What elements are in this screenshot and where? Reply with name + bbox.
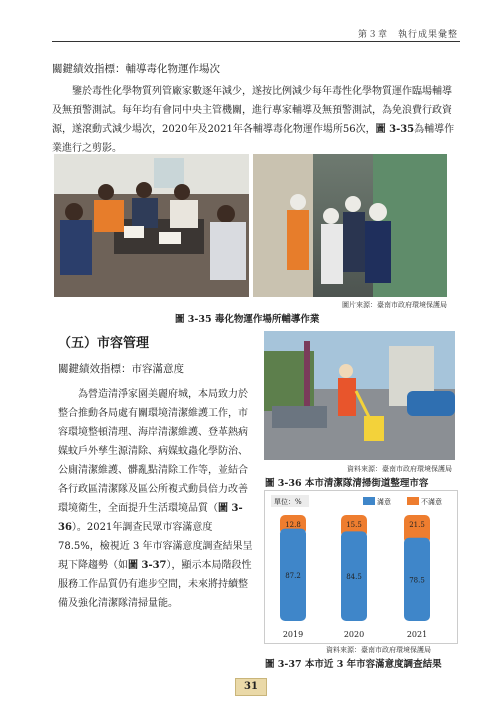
site-inspection-photo: [253, 154, 447, 297]
legend-swatch-1: [407, 497, 419, 505]
kpi-city: 關鍵績效指標：市容滿意度: [58, 363, 184, 375]
x-label-2019: 2019: [282, 630, 304, 639]
caption-337: 圖 3-37 本市近 3 年市容滿意度調查結果: [265, 659, 442, 670]
chart-bars: [280, 515, 430, 621]
legend-label-1: 不滿意: [421, 498, 442, 506]
street-photo-source: 資料來源：臺南市政府環境保護局: [347, 465, 452, 473]
toxic-paragraph-tail: 為輔導作業進行之剪影。: [52, 124, 455, 154]
label-satisfied-2021: 78.5: [409, 576, 425, 585]
street-photo-art: [264, 331, 455, 460]
x-label-2021: 2021: [406, 630, 428, 639]
city-paragraph-c: ），顯示本局階段性服務工作品質仍有進步空間，未來將持續整備及強化清潔隊清掃量能。: [58, 560, 252, 609]
city-paragraph-b: ）。2021年調查民眾市容滿意度78.5%，檢視近 3 年市容滿意度調查結果呈現下降趨勢（如: [58, 522, 253, 571]
city-paragraph: [58, 385, 254, 613]
toxic-paragraph-text: 鑒於毒性化學物質列管廠家數逐年減少，遂按比例減少每年毒性化學物質運作臨場輔導及無預警測試。每年均有會同中央主管機關，進行專家輔導及無預警測試，為免浪費行政資源，遂滾動式減少場次，2020年及2021年各輔導毒化物運作場所56次，: [52, 86, 452, 135]
satisfaction-chart: [264, 490, 458, 644]
label-satisfied-2020: 84.5: [346, 573, 362, 582]
unit-label: 單位：%: [274, 498, 302, 506]
chart-x-labels: [283, 630, 427, 639]
header-divider: [52, 41, 460, 42]
satisfaction-chart-svg: [265, 491, 457, 643]
section-heading-city: （五）市容管理: [58, 336, 150, 351]
legend-swatch-0: [363, 497, 375, 505]
fig-ref-337: 圖 3-37: [128, 560, 167, 571]
x-label-2020: 2020: [343, 630, 365, 639]
label-dissatisfied-2021: 21.5: [409, 521, 425, 529]
chart-legend: [363, 497, 442, 506]
caption-335: 圖 3-35 毒化物運作場所輔導作業: [175, 314, 320, 325]
toxic-paragraph: [52, 82, 457, 158]
label-dissatisfied-2020: 15.5: [346, 521, 362, 529]
chapter-header: 第３章 執行成果彙整: [357, 30, 458, 40]
toxic-photo-source: 圖片來源：臺南市政府環境保護局: [342, 301, 447, 309]
city-paragraph-a: 為營造清淨家園美麗府城，本局致力於整合推動各局處有關環境清潔維護工作，市容環境整頓清理、海岸清潔維護、登革熱病媒蚊戶外孳生源清除、病媒蚊蟲化學防治、公廁清潔維護、髒亂點清除工作等，並結合各行政區清潔隊及區公所複式動員倍力改善環境衛生，全面提升生活環境品質（: [58, 389, 248, 514]
fig-ref-336: 圖 3-36: [58, 503, 243, 533]
kpi-toxic: 關鍵績效指標：輔導毒化物運作場次: [52, 63, 220, 75]
chart-source: 資料來源：臺南市政府環境保護局: [326, 646, 431, 654]
caption-336: 圖 3-36 本市清潔隊清掃街道整理市容: [265, 478, 429, 489]
label-satisfied-2019: 87.2: [285, 571, 301, 580]
street-cleaning-photo: [264, 331, 455, 460]
site-photo-art: [253, 154, 447, 297]
label-dissatisfied-2019: 12.8: [285, 521, 301, 529]
legend-label-0: 滿意: [377, 498, 391, 506]
page-number: 31: [235, 678, 267, 696]
meeting-photo: [54, 154, 249, 297]
meeting-photo-art: [54, 154, 249, 297]
fig-ref-335: 圖 3-35: [375, 124, 415, 135]
